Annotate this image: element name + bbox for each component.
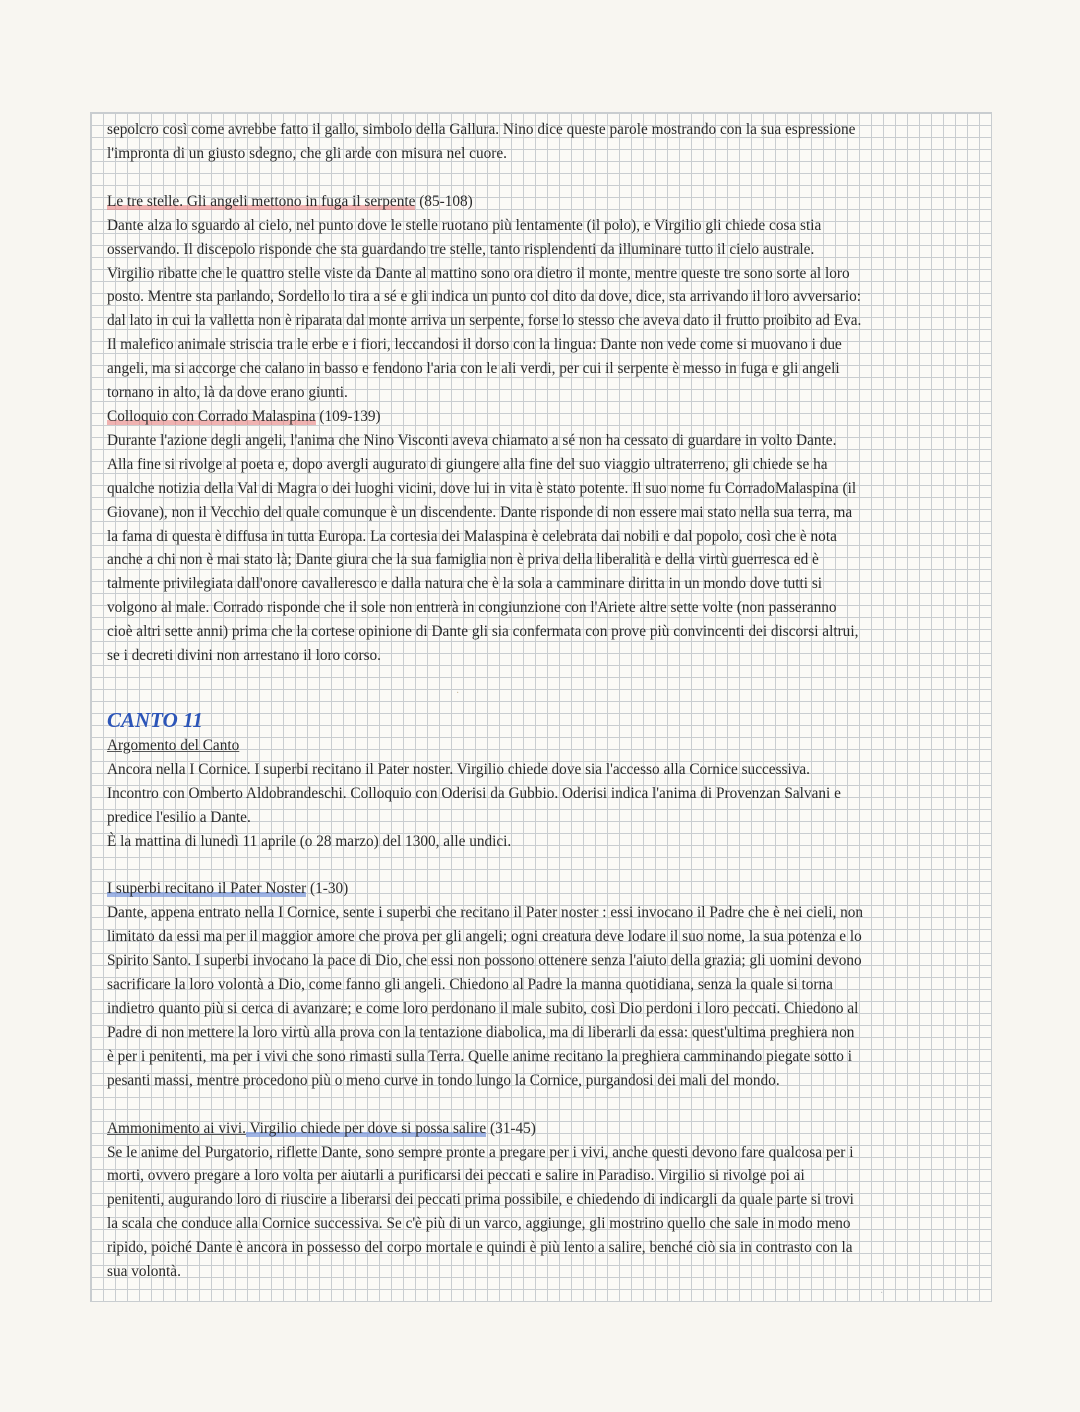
paragraph-line: la scala che conduce alla Cornice successiva. Se c'è più di un varco, aggiunge, gli mostrino quello che sale in modo meno — [107, 1215, 851, 1233]
paragraph-line: osservando. Il discepolo risponde che sta guardando tre stelle, tanto risplendenti da illuminare tutto il cielo australe. — [107, 240, 815, 258]
paragraph-line: pesanti massi, mentre procedono più o meno curve in tondo lungo la Cornice, purgandosi dei mali del mondo. — [107, 1071, 780, 1089]
intro-line: sepolcro così come avrebbe fatto il gallo, simbolo della Gallura. Nino dice queste parole mostrando con la sua espressione — [107, 121, 856, 138]
paragraph-line: Se le anime del Purgatorio, riflette Dante, sono sempre pronte a pregare per i vivi, anche questi devono fare qualcosa per i — [107, 1143, 854, 1161]
paragraph-line: se i decreti divini non arrestano il loro corso. — [107, 647, 381, 665]
section-heading — [107, 405, 973, 429]
paragraph-line: Virgilio ribatte che le quattro stelle viste da Dante al mattino sono ora dietro il monte, mentre queste tre sono sorte al loro — [107, 264, 850, 282]
heading-ammonimento: Ammonimento ai vivi. — [107, 1119, 246, 1137]
heading-argomento: Argomento del Canto — [107, 736, 240, 754]
paragraph-line: morti, ovvero pregare a loro volta per aiutarli a purificarsi dei peccati e salire in Paradiso. Virgilio si rivolge poi ai — [107, 1167, 805, 1185]
paragraph-line: è per i penitenti, ma per i vivi che sono rimasti sulla Terra. Quelle anime recitano la preghiera camminando piegate sotto i — [107, 1047, 852, 1065]
heading-superbi: I superbi recitano il Pater Noster — [107, 880, 307, 898]
paragraph-line: talmente privilegiata dall'onore cavalleresco e dalla natura che è la sola a camminare diritta in un mondo dove tutti si — [107, 575, 823, 593]
paragraph-line: volgono al male. Corrado risponde che il sole non entrerà in congiunzione con l'Ariete altre sette volte (non passeranno — [107, 599, 837, 617]
paragraph-line: penitenti, augurando loro di riuscire a liberarsi dei peccati prima possibile, e chiedendo di indicargli da quale parte si trovi — [107, 1191, 854, 1209]
paragraph-line: anche a chi non è mai stato là; Dante giura che la sua famiglia non è priva della liberalità e della virtù guerresca ed è — [107, 551, 819, 569]
heading-range: (31-45) — [486, 1119, 536, 1137]
paragraph-line: sua volontà. — [107, 1263, 181, 1281]
paragraph-line: Alla fine si rivolge al poeta e, dopo avergli augurato di giungere alla fine del suo viaggio ultraterreno, gli chiede se ha — [107, 455, 828, 473]
paragraph-line: tornano in alto, là da dove erano giunti. — [107, 384, 348, 402]
paragraph-line: Spirito Santo. I superbi invocano la pace di Dio, che essi non possono ottenere senza l'aiuto della grazia; gli uomini devono — [107, 952, 862, 970]
heading-range: (85-108) — [415, 192, 473, 210]
paragraph-line: limitato da essi ma per il maggior amore che prova per gli angeli; ogni creatura deve lodare il suo nome, la sua potenza e lo — [107, 928, 862, 946]
heading-range: (109-139) — [315, 407, 381, 425]
paragraph-line: indietro quanto più si cerca di avanzare; e come loro perdonano il male subito, così Dio perdoni i loro peccati. Chiedono al — [107, 1000, 859, 1017]
paragraph-line: qualche notizia della Val di Magra o dei luoghi vicini, dove lui in vita è stato potente. Il suo nome fu CorradoMalaspina (il — [107, 479, 857, 497]
paragraph-line: posto. Mentre sta parlando, Sordello lo tira a sé e gli indica un punto col dito da dove, dice, sta arrivando il loro avversario: — [107, 288, 862, 306]
paragraph-line: Giovane), non il Vecchio del quale comunque è un discendente. Dante risponde di non essere mai stato nella sua terra, ma — [107, 503, 853, 521]
paragraph-line: cioè altri sette anni) prima che la cortese opinione di Dante gli sia confermata con prove più convincenti dei discorsi altrui, — [107, 623, 859, 641]
paragraph-line: angeli, ma si accorge che calano in basso e fendono l'aria con le ali verdi, per cui il serpente è messo in fuga e gli angeli — [107, 360, 840, 378]
heading-virgilio: Virgilio chiede per dove si possa salire — [245, 1119, 487, 1137]
paragraph-line: ripido, poiché Dante è ancora in possesso del corpo mortale e quindi è più lento a salire, benché ciò sia in contrasto con la — [107, 1239, 853, 1257]
paragraph-line: Dante, appena entrato nella I Cornice, sente i superbi che recitano il Pater noster : essi invocano il Padre che è nei cieli, non — [107, 904, 864, 922]
paragraph-line: Durante l'azione degli angeli, l'anima che Nino Visconti aveva chiamato a sé non ha cessato di guardare in volto Dante. — [107, 431, 837, 449]
paragraph-line: dal lato in cui la valletta non è riparata dal monte arriva un serpente, forse lo stesso che aveva dato il frutto proibito ad Eva. — [107, 312, 862, 330]
section-heading — [107, 734, 973, 758]
pencil-mark-icon: · — [456, 688, 460, 699]
section-heading — [107, 1117, 973, 1141]
heading-tre-stelle: Le tre stelle. Gli angeli mettono in fuga il serpente — [107, 192, 416, 210]
paragraph-line: Ancora nella I Cornice. I superbi recitano il Pater noster. Virgilio chiede dove sia l'accesso alla Cornice successiva. — [107, 760, 810, 778]
paragraph-line: la fama di questa è diffusa in tutta Europa. La cortesia dei Malaspina è celebrata dai nobili e dal popolo, così che è nota — [107, 527, 837, 545]
paragraph-line: sacrificare la loro volontà a Dio, come fanno gli angeli. Chiedono al Padre la manna quotidiana, senza la quale si torna — [107, 976, 833, 994]
paragraph-line: Incontro con Omberto Aldobrandeschi. Colloquio con Oderisi da Gubbio. Oderisi indica l'anima di Provenzan Salvani e — [107, 784, 841, 802]
paragraph-line: Dante alza lo sguardo al cielo, nel punto dove le stelle ruotano più lentamente (il polo), e Virgilio gli chiede cosa stia — [107, 216, 822, 234]
paragraph-line: predice l'esilio a Dante. — [107, 808, 251, 826]
canto-title: CANTO 11 — [107, 707, 203, 732]
dot-mark-icon: · — [880, 1288, 884, 1299]
notes-text — [107, 118, 973, 1284]
intro-line: l'impronta di un giusto sdegno, che gli arde con misura nel cuore. — [107, 144, 507, 162]
paragraph-line: È la mattina di lunedì 11 aprile (o 28 marzo) del 1300, alle undici. — [107, 832, 512, 850]
heading-range: (1-30) — [306, 880, 349, 898]
paragraph-line: Padre di non mettere la loro virtù alla prova con la tentazione diabolica, ma di liberarli da essa: quest'ultima preghiera non — [107, 1023, 855, 1041]
heading-malaspina: Colloquio con Corrado Malaspina — [107, 407, 316, 425]
paragraph-line: Il malefico animale striscia tra le erbe e i fiori, leccandosi il dorso con la lingua: Dante non vede come si muovano i due — [107, 336, 842, 354]
section-heading — [107, 877, 973, 901]
section-heading — [107, 190, 973, 214]
